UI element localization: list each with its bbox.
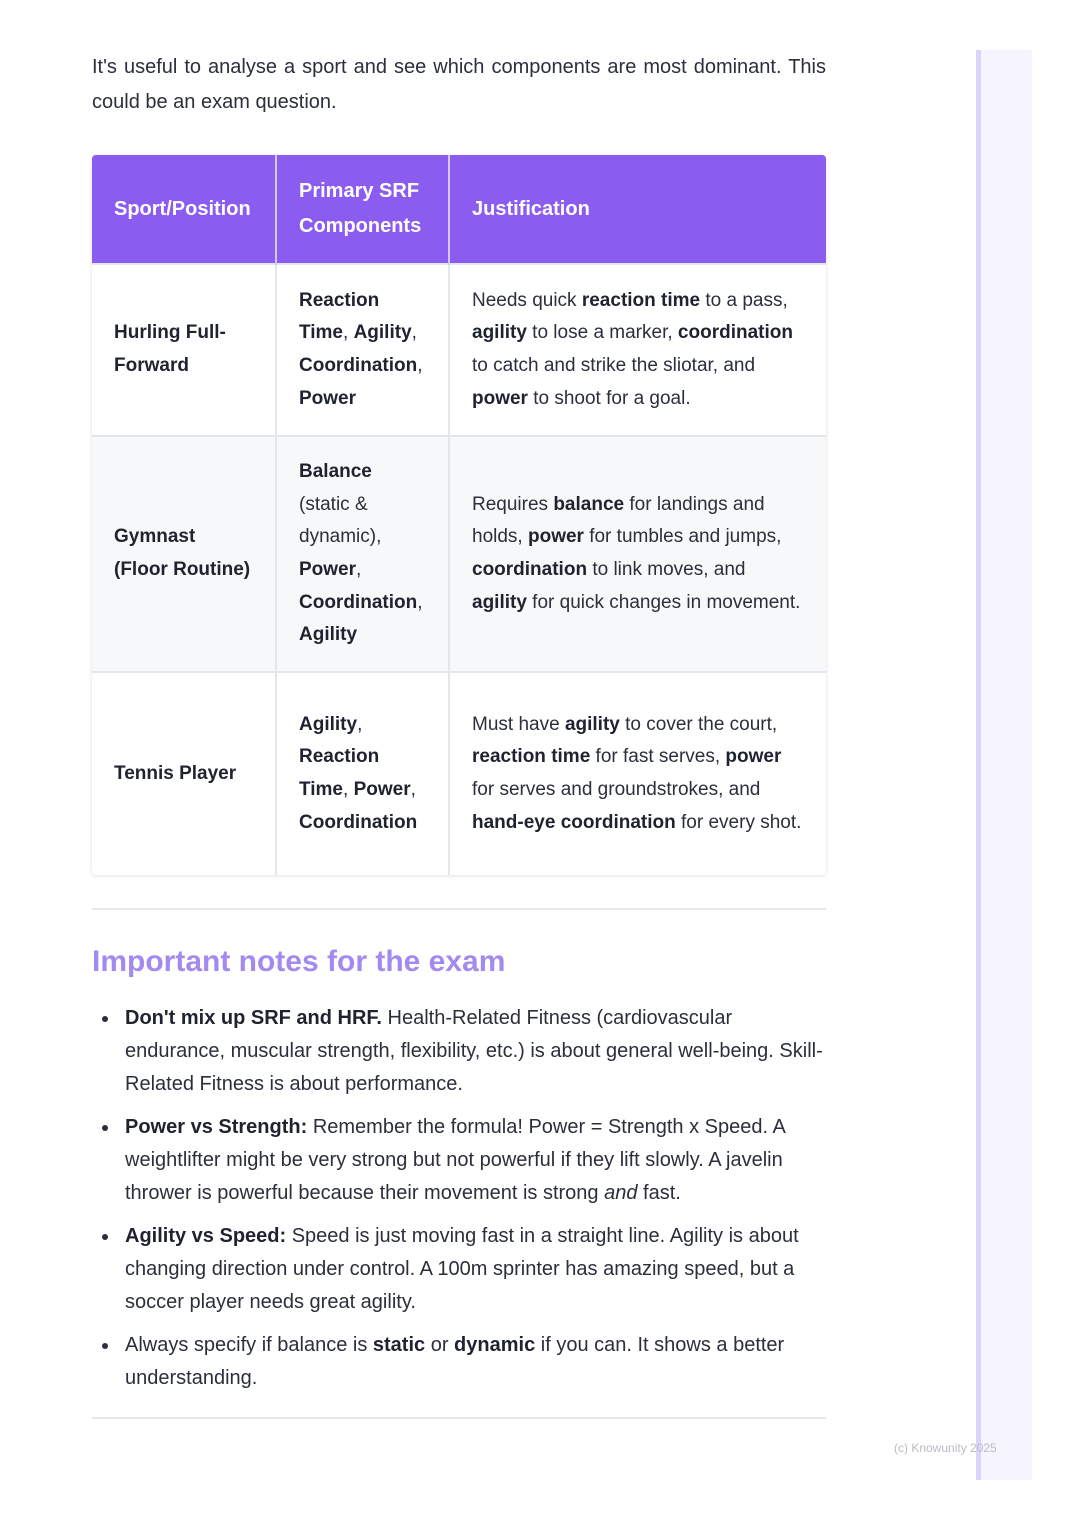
- document-content: [92, 50, 826, 1419]
- section-divider: [92, 1417, 826, 1419]
- srf-table: [92, 155, 826, 875]
- justification-cell: Requires balance for landings and holds, power for tumbles and jumps, coordination to link moves, and agility for quick changes in movement.: [449, 436, 826, 672]
- header-justification: Justification: [449, 155, 826, 264]
- list-item: Power vs Strength: Remember the formula! Power = Strength x Speed. A weightlifter might be very strong but not powerful if they lift slowly. A javelin thrower is powerful because their movement is strong and fast.: [92, 1111, 826, 1210]
- components-cell: Balance (static & dynamic), Power, Coordination, Agility: [276, 436, 449, 672]
- components-cell: Reaction Time, Agility, Coordination, Power: [276, 264, 449, 436]
- components-cell: Agility, Reaction Time, Power, Coordination: [276, 672, 449, 875]
- sport-cell: Tennis Player: [92, 672, 276, 875]
- list-item: Always specify if balance is static or dynamic if you can. It shows a better understanding.: [92, 1329, 826, 1395]
- bullet-icon: [102, 1125, 108, 1131]
- notes-list: [92, 1002, 826, 1395]
- table-row: [92, 672, 826, 875]
- list-item: Agility vs Speed: Speed is just moving fast in a straight line. Agility is about changing direction under control. A 100m sprinter has amazing speed, but a soccer player needs great agility.: [92, 1220, 826, 1319]
- justification-cell: Must have agility to cover the court, reaction time for fast serves, power for serves and groundstrokes, and hand-eye coordination for every shot.: [449, 672, 826, 875]
- table-row: [92, 264, 826, 436]
- intro-paragraph: It's useful to analyse a sport and see which components are most dominant. This could be an exam question.: [92, 56, 826, 113]
- side-accent-bar: [976, 50, 981, 1480]
- sport-cell: Gymnast (Floor Routine): [92, 436, 276, 672]
- section-divider: [92, 908, 826, 910]
- table-header-row: [92, 155, 826, 264]
- copyright-footer: (c) Knowunity 2025: [894, 1441, 997, 1455]
- sport-cell: Hurling Full-Forward: [92, 264, 276, 436]
- bullet-icon: [102, 1234, 108, 1240]
- bullet-icon: [102, 1343, 108, 1349]
- justification-cell: Needs quick reaction time to a pass, agility to lose a marker, coordination to catch and strike the sliotar, and power to shoot for a goal.: [449, 264, 826, 436]
- notes-heading: Important notes for the exam: [92, 945, 506, 978]
- header-components: Primary SRF Components: [276, 155, 449, 264]
- table-row: [92, 436, 826, 672]
- bullet-icon: [102, 1016, 108, 1022]
- list-item: Don't mix up SRF and HRF. Health-Related Fitness (cardiovascular endurance, muscular strength, flexibility, etc.) is about general well-being. Skill-Related Fitness is about performance.: [92, 1002, 826, 1101]
- header-sport: Sport/Position: [92, 155, 276, 264]
- side-panel: [976, 50, 1032, 1480]
